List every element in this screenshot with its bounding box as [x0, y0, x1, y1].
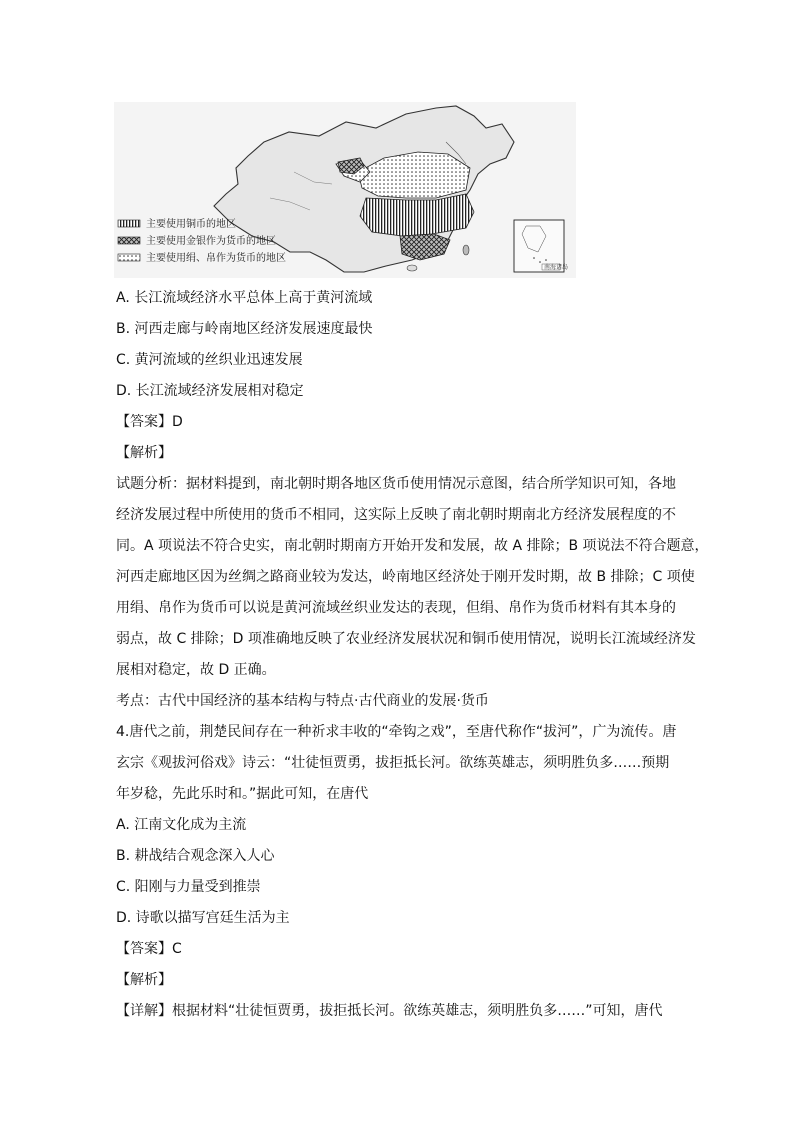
q3-kaodian: 考点：古代中国经济的基本结构与特点·古代商业的发展·货币 — [116, 693, 489, 709]
q3-analysis-line-6: 弱点，故 C 排除；D 项准确地反映了农业经济发展状况和铜币使用情况，说明长江流域经济发 — [116, 631, 696, 647]
q4-analysis-tag: 【解析】 — [116, 972, 172, 988]
china-map — [114, 102, 576, 278]
legend-swatch-dots — [118, 254, 140, 261]
q4-answer-tag: 【答案】 — [116, 941, 172, 957]
legend-label-copper: 主要使用铜币的地区 — [146, 219, 236, 230]
q4-block — [116, 717, 682, 1027]
q3-answer-tag: 【答案】 — [116, 414, 172, 430]
q4-stem-line-2: 玄宗《观拔河俗戏》诗云：“壮徒恒贾勇，拔拒抵长河。欲练英雄志，须明胜负多……预期 — [116, 755, 670, 771]
q3-option-d: D. 长江流域经济发展相对稳定 — [116, 383, 304, 399]
legend-label-gold-silver: 主要使用金银作为货币的地区 — [146, 236, 276, 247]
q3-analysis-line-4: 河西走廊地区因为丝绸之路商业较为发达，岭南地区经济处于刚开发时期，故 B 排除；C 项使 — [116, 569, 695, 585]
q4-stem-line-3: 年岁稔，先此乐时和。”据此可知，在唐代 — [116, 786, 369, 802]
q4-answer-value: C — [172, 941, 182, 957]
legend-label-cloth: 主要使用绢、帛作为货币的地区 — [146, 253, 286, 264]
q3-answer-line — [116, 407, 682, 438]
q3-answer-value: D — [172, 414, 183, 430]
q4-option-d: D. 诗歌以描写宫廷生活为主 — [116, 910, 290, 926]
legend-swatch-stripes — [118, 220, 140, 227]
q4-stem-line-1: 4.唐代之前，荆楚民间存在一种祈求丰收的“牵钩之戏”，至唐代称作“拔河”，广为流传。唐 — [116, 724, 677, 740]
q3-analysis-tag: 【解析】 — [116, 445, 172, 461]
region-copper-currency — [360, 194, 474, 236]
q3-analysis-line-7: 展相对稳定，故 D 正确。 — [116, 662, 276, 678]
q3-option-c: C. 黄河流域的丝织业迅速发展 — [116, 352, 303, 368]
q4-option-a: A. 江南文化成为主流 — [116, 817, 247, 833]
q3-option-b: B. 河西走廊与岭南地区经济发展速度最快 — [116, 321, 373, 337]
inset-label: 南海诸岛 — [544, 264, 569, 271]
q3-block — [116, 283, 709, 717]
q4-option-c: C. 阳刚与力量受到推崇 — [116, 879, 261, 895]
q4-answer-line — [116, 934, 682, 965]
legend-swatch-crosshatch — [118, 237, 140, 244]
south-sea-inset — [514, 220, 568, 272]
q3-analysis-line-3: 同。A 项说法不符合史实，南北朝时期南方开始开发和发展，故 A 排除；B 项说法不符合题意， — [116, 538, 709, 554]
q3-analysis-line-2: 经济发展过程中所使用的货币不相同，这实际上反映了南北朝时期南北方经济发展程度的不 — [116, 507, 676, 523]
q3-analysis-line-1: 试题分析：据材料提到，南北朝时期各地区货币使用情况示意图，结合所学知识可知，各地 — [116, 476, 676, 492]
q3-option-a: A. 长江流域经济水平总体上高于黄河流域 — [116, 290, 373, 306]
q4-detail-line: 【详解】根据材料“壮徒恒贾勇，拔拒抵长河。欲练英雄志，须明胜负多……”可知，唐代 — [116, 1003, 663, 1019]
q3-analysis-line-5: 用绢、帛作为货币可以说是黄河流域丝织业发达的表现，但绢、帛作为货币材料有其本身的 — [116, 600, 676, 616]
q4-option-b: B. 耕战结合观念深入人心 — [116, 848, 275, 864]
currency-map-figure — [114, 102, 576, 278]
